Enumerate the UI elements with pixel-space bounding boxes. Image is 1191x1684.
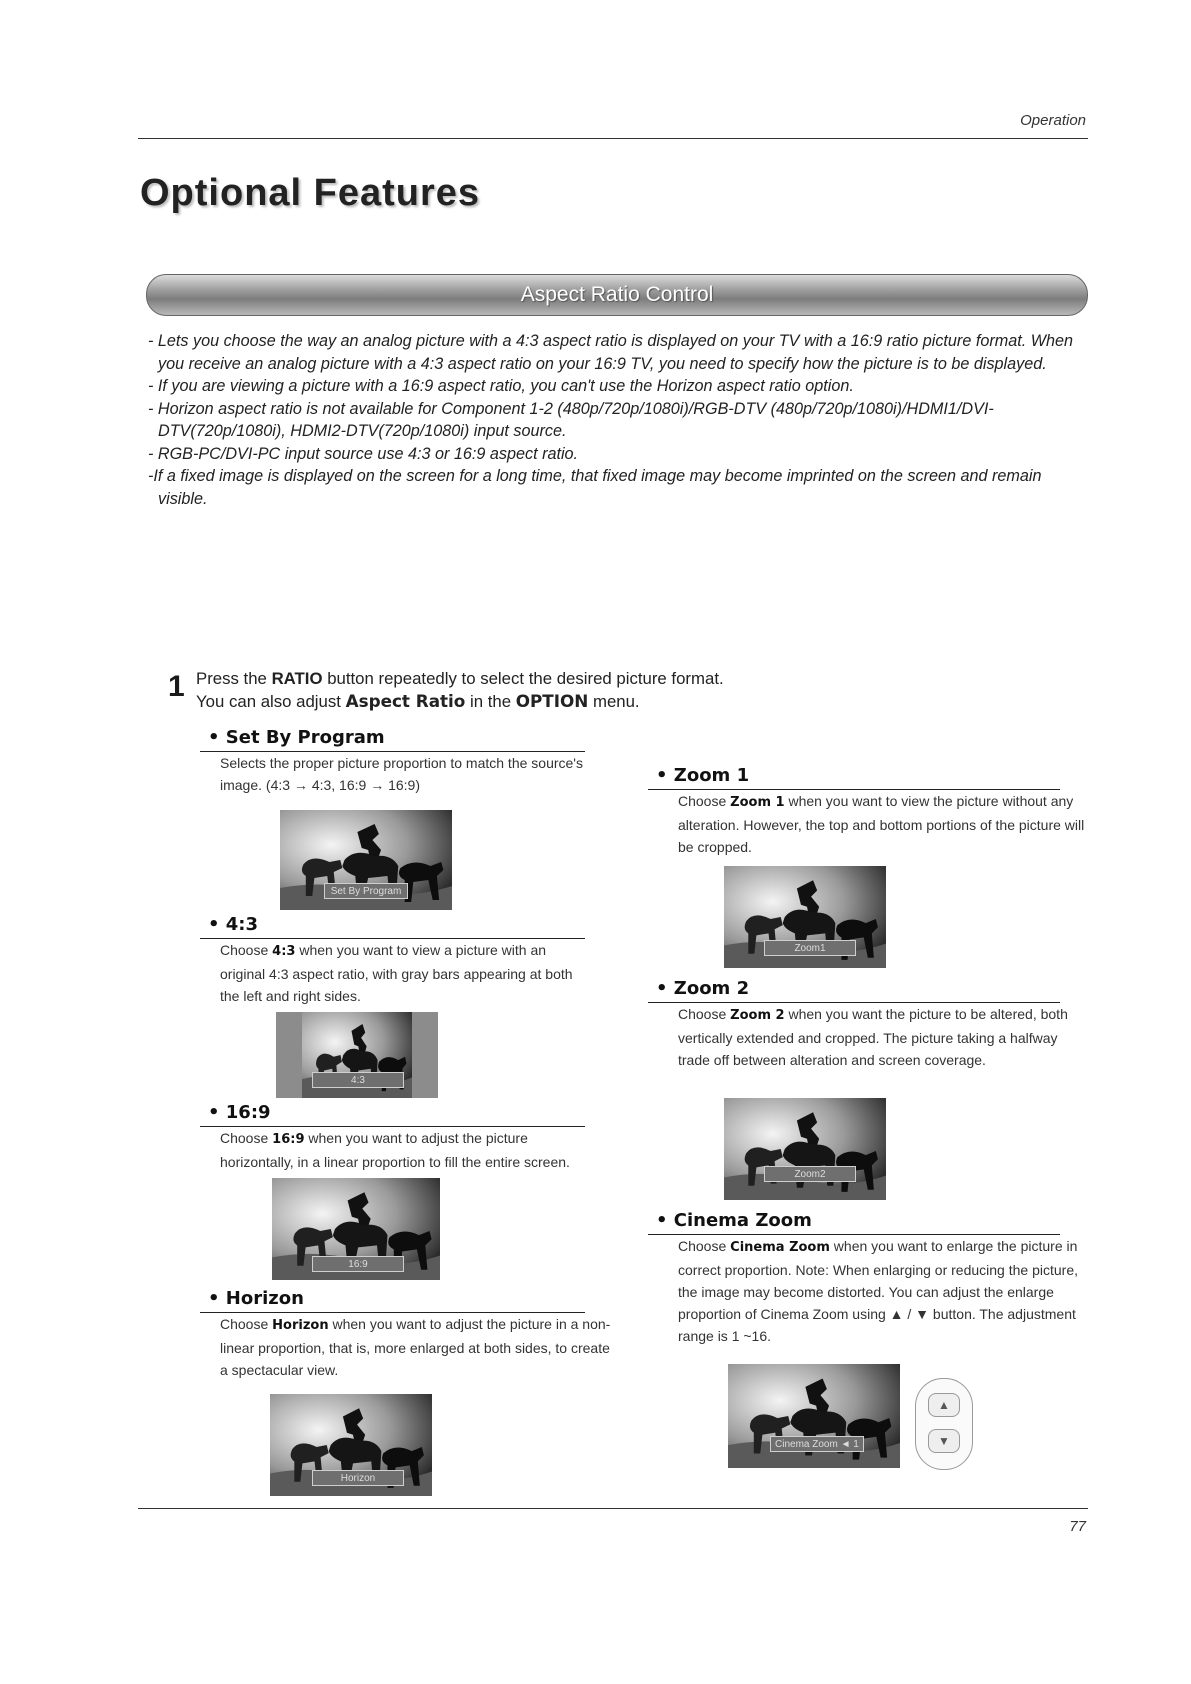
note-item: -If a fixed image is displayed on the screen for a long time, that fixed image may become imprinted on the screen and remain visible.	[148, 467, 1042, 508]
option-title-16-9: • 16:9	[200, 1100, 585, 1127]
step-instructions	[196, 667, 724, 713]
page-number: 77	[1069, 1518, 1086, 1535]
option-desc-set-by-program: Selects the proper picture proportion to match the source's image. (4:3 → 4:3, 16:9 → 16:9)	[220, 755, 583, 793]
step-line-2: You can also adjust Aspect Ratio in the OPTION menu.	[196, 691, 640, 711]
option-desc-horizon: Choose Horizon when you want to adjust the picture in a non-linear proportion, that is, more enlarged at both sides, to create a spectacular view.	[220, 1316, 611, 1378]
option-desc-zoom-2: Choose Zoom 2 when you want the picture to be altered, both vertically extended and cropped. The picture taking a halfway trade off between alteration and screen coverage.	[678, 1006, 1068, 1068]
remote-control-diagram	[915, 1378, 973, 1470]
header-rule	[138, 138, 1088, 139]
option-title-4-3: • 4:3	[200, 912, 585, 939]
osd-label: Horizon	[312, 1470, 404, 1486]
osd-label: Cinema Zoom ◄ 1	[770, 1436, 864, 1452]
preview-image-zoom-2	[724, 1098, 886, 1200]
option-desc-16-9: Choose 16:9 when you want to adjust the picture horizontally, in a linear proportion to fill the entire screen.	[220, 1130, 570, 1170]
osd-value: ◄ 1	[840, 1439, 859, 1450]
option-title-horizon: • Horizon	[200, 1286, 585, 1313]
step-line-1: Press the RATIO button repeatedly to select the desired picture format.	[196, 669, 724, 688]
note-item: - If you are viewing a picture with a 16:9 aspect ratio, you can't use the Horizon aspect ratio option.	[148, 377, 854, 395]
down-arrow-icon: ▼	[928, 1429, 960, 1453]
osd-label: Set By Program	[324, 883, 408, 899]
option-title-set-by-program: • Set By Program	[200, 725, 585, 752]
section-label: Operation	[1020, 112, 1086, 129]
note-item: - RGB-PC/DVI-PC input source use 4:3 or 16:9 aspect ratio.	[148, 444, 579, 463]
footer-rule	[138, 1508, 1088, 1509]
option-title-zoom-1: • Zoom 1	[648, 763, 1060, 790]
option-title-cinema-zoom: • Cinema Zoom	[648, 1208, 1060, 1235]
notes-list	[148, 330, 1083, 510]
osd-label: 4:3	[312, 1072, 404, 1088]
osd-label: Zoom2	[764, 1166, 856, 1182]
page-title: Optional Features	[140, 172, 481, 214]
section-banner: Aspect Ratio Control	[146, 274, 1088, 316]
option-desc-4-3: Choose 4:3 when you want to view a picture with an original 4:3 aspect ratio, with gray bars appearing at both the left and right sides.	[220, 942, 573, 1004]
note-item: - Horizon aspect ratio is not available for Component 1-2 (480p/720p/1080i)/RGB-DTV (480p/720p/1080i)/HDMI1/DVI-DTV(720p/1080i), HDMI2-DTV(720p/1080i) input source.	[148, 399, 994, 440]
option-title-zoom-2: • Zoom 2	[648, 976, 1060, 1003]
up-arrow-icon: ▲	[928, 1393, 960, 1417]
note-item: - Lets you choose the way an analog picture with a 4:3 aspect ratio is displayed on your TV with a 16:9 ratio picture format. When you receive an analog picture with a 4:3 aspect ratio on your 16:9 TV, you need to specify how the picture is to be displayed.	[148, 332, 1073, 373]
option-desc-zoom-1: Choose Zoom 1 when you want to view the picture without any alteration. However, the top and bottom portions of the picture will be cropped.	[678, 793, 1085, 855]
osd-label: Zoom1	[764, 940, 856, 956]
osd-label: 16:9	[312, 1256, 404, 1272]
step-number: 1	[168, 670, 185, 703]
option-desc-cinema-zoom: Choose Cinema Zoom when you want to enlarge the picture in correct proportion. Note: When enlarging or reducing the picture, the image may become distorted. You can adjust the enlarge proportion of Cinema Zoom using ▲ / ▼ button. The adjustment range is 1 ~16.	[678, 1238, 1078, 1344]
